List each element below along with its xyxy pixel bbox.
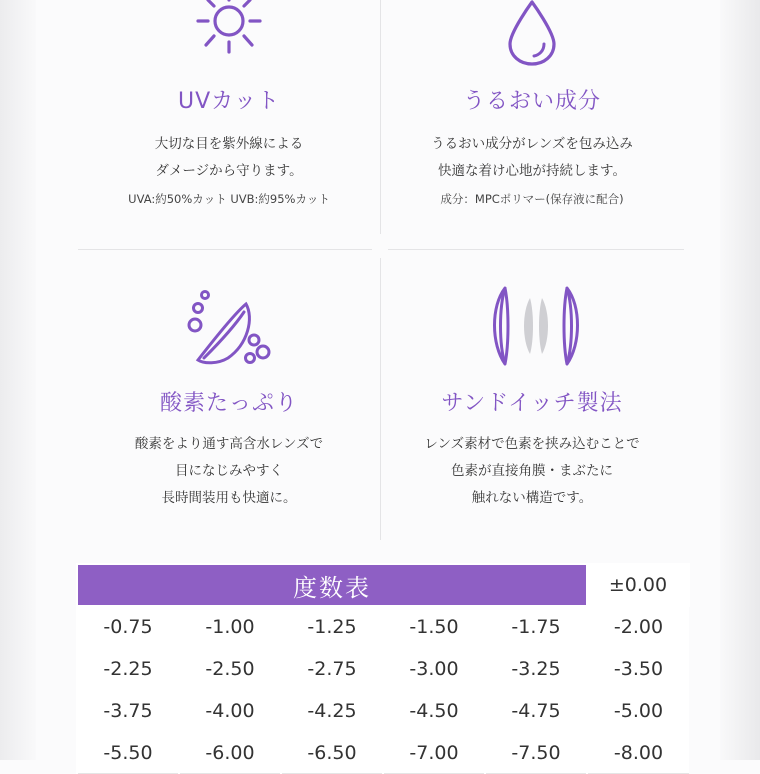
power-value: -1.00 [179,606,281,648]
power-value: -1.50 [383,606,485,648]
power-value: -5.50 [77,732,179,774]
lens-sandwich-icon [477,284,587,368]
description-line: ダメージから守ります。 [155,163,303,179]
power-value: -1.25 [281,606,383,648]
description-line: うるおい成分がレンズを包み込み [431,136,633,152]
description-line: 快適な着け心地が持続します。 [438,163,626,179]
power-value: -4.75 [485,690,587,732]
lens-bubbles-icon [184,284,274,368]
power-table-title: 度数表 [77,564,587,606]
feature-title: サンドイッチ製法 [441,391,623,416]
power-value: -6.00 [179,732,281,774]
description-line: 酸素をより通す高含水レンズで [134,436,324,452]
power-value: -3.50 [587,648,689,690]
table-row [77,606,689,648]
power-value: -2.00 [587,606,689,648]
description-line: 大切な目を紫外線による [154,136,304,152]
power-value: -4.00 [179,690,281,732]
power-value: -3.00 [383,648,485,690]
feature-moisture [381,0,683,207]
description-line: 色素が直接角膜・まぶたに [451,463,613,479]
power-value: -7.50 [485,732,587,774]
table-row [77,648,689,690]
description-line: 目になじみやすく [175,463,283,479]
power-value: ±0.00 [587,564,689,606]
feature-title: 酸素たっぷり [159,391,298,416]
feature-oxygen [78,284,380,512]
feature-description [78,131,380,185]
power-value: -1.75 [485,606,587,648]
sun-icon [184,0,274,62]
power-value: -8.00 [587,732,689,774]
power-value: -3.75 [77,690,179,732]
power-value: -4.50 [383,690,485,732]
feature-title: UVカット [178,89,280,114]
feature-note: UVA:約50%カット UVB:約95%カット [128,192,330,206]
droplet-icon [502,0,562,66]
description-line: レンズ素材で色素を挟み込むことで [424,436,640,452]
power-value: -4.25 [281,690,383,732]
power-value: -2.75 [281,648,383,690]
power-value: -2.50 [179,648,281,690]
power-value: -6.50 [281,732,383,774]
left-edge-shade [0,0,36,760]
description-line: 触れない構造です。 [471,490,593,506]
table-row [77,732,689,774]
power-value: -5.00 [587,690,689,732]
feature-grid [78,0,684,540]
divider-horizontal-right [388,249,684,250]
power-table-header-row [77,564,689,606]
feature-uv-cut [78,0,380,207]
power-value: -3.25 [485,648,587,690]
right-edge-shade [720,0,760,760]
feature-description [381,131,683,185]
power-value: -0.75 [77,606,179,648]
feature-sandwich [381,284,683,512]
power-value: -2.25 [77,648,179,690]
feature-description [78,431,380,512]
feature-description [381,431,683,512]
description-line: 長時間装用も快適に。 [161,490,297,506]
table-row [77,690,689,732]
feature-note: 成分：MPCポリマー(保存液に配合) [440,192,624,206]
power-table [76,563,690,774]
divider-horizontal-left [78,249,372,250]
power-value: -7.00 [383,732,485,774]
feature-title: うるおい成分 [462,89,601,114]
